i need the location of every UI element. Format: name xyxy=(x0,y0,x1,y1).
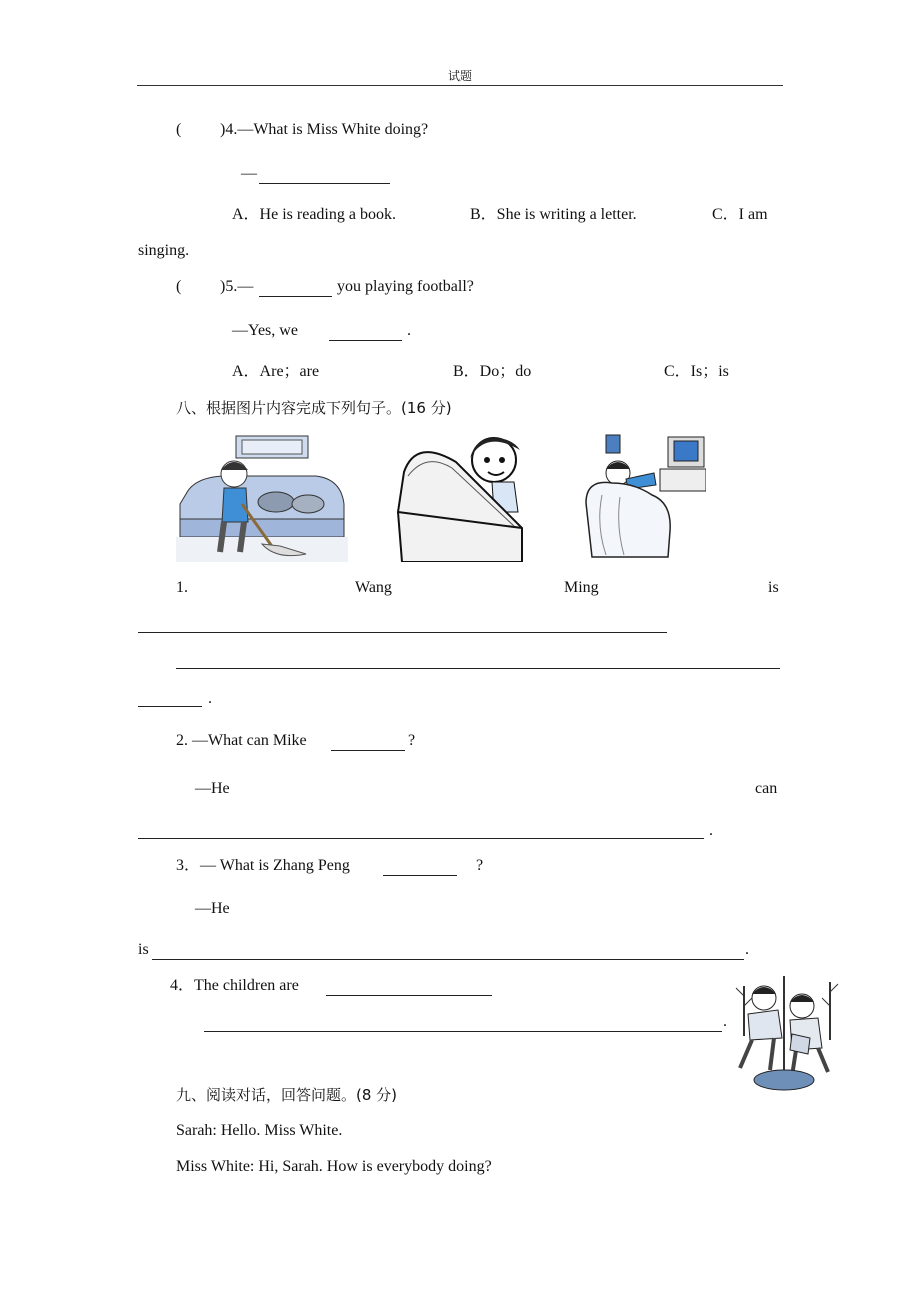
q5-question-blank xyxy=(259,296,332,297)
s1-word-is: is xyxy=(768,579,779,596)
q4-option-c-continued: singing. xyxy=(138,242,190,259)
q4-answer-blank xyxy=(259,183,390,184)
dialogue-line-1: Sarah: Hello. Miss White. xyxy=(176,1122,343,1139)
q4-option-c: C．I am xyxy=(712,206,768,223)
s1-blank-line-2 xyxy=(176,668,780,669)
s2-answer-can: can xyxy=(755,780,778,797)
q4-option-a: A．He is reading a book. xyxy=(232,206,396,223)
s4-blank-1 xyxy=(326,995,492,996)
picture-boy-piano xyxy=(396,432,536,562)
s2-question-start: 2. —What can Mike xyxy=(176,732,307,749)
s3-answer-blank xyxy=(152,959,744,960)
s3-end-period: . xyxy=(745,941,749,958)
picture-boy-mopping xyxy=(176,434,348,562)
q4-question: )4.—What is Miss White doing? xyxy=(220,121,429,138)
s4-blank-2 xyxy=(204,1031,722,1032)
s1-end-period: . xyxy=(208,690,212,707)
s4-start: 4．The children are xyxy=(170,977,299,994)
s3-answer-is: is xyxy=(138,941,149,958)
q5-answer-start: —Yes, we xyxy=(232,322,298,339)
dialogue-line-2: Miss White: Hi, Sarah. How is everybody doing? xyxy=(176,1158,492,1175)
q5-bracket: ( xyxy=(176,278,182,295)
s2-answer-blank xyxy=(138,838,704,839)
s1-word-ming: Ming xyxy=(564,579,599,596)
s3-question-start: 3．— What is Zhang Peng xyxy=(176,857,350,874)
q4-option-b: B．She is writing a letter. xyxy=(470,206,637,223)
s3-question-end: ? xyxy=(476,857,484,874)
s2-question-blank xyxy=(331,750,405,751)
q5-answer-blank xyxy=(329,340,402,341)
s2-end-period: . xyxy=(709,822,713,839)
s1-blank-line-1 xyxy=(138,632,667,633)
q4-answer-dash: — xyxy=(241,165,257,182)
page-header-title: 试题 xyxy=(447,69,472,83)
q5-answer-end: . xyxy=(407,322,411,339)
s2-question-end: ? xyxy=(408,732,416,749)
q5-question-end: you playing football? xyxy=(337,278,474,295)
header-rule xyxy=(137,85,783,86)
s1-number: 1. xyxy=(176,579,188,596)
q4-bracket: ( xyxy=(176,121,182,138)
s3-answer-he: —He xyxy=(195,900,230,917)
q5-option-b: B．Do；do xyxy=(453,363,532,380)
q5-option-a: A．Are；are xyxy=(232,363,320,380)
q5-question-start: )5.— xyxy=(220,278,254,295)
s2-answer-he: —He xyxy=(195,780,230,797)
s1-blank-line-3 xyxy=(138,706,202,707)
picture-boy-watching-tv xyxy=(582,433,706,561)
q5-option-c: C．Is；is xyxy=(664,363,729,380)
s1-word-wang: Wang xyxy=(355,579,392,596)
s3-question-blank xyxy=(383,875,457,876)
section9-heading: 九、阅读对话，回答问题。(8 分) xyxy=(176,1086,398,1104)
picture-children-watering xyxy=(730,976,844,1094)
section8-heading: 八、根据图片内容完成下列句子。(16 分) xyxy=(176,399,452,417)
s4-end-period: . xyxy=(723,1013,727,1030)
